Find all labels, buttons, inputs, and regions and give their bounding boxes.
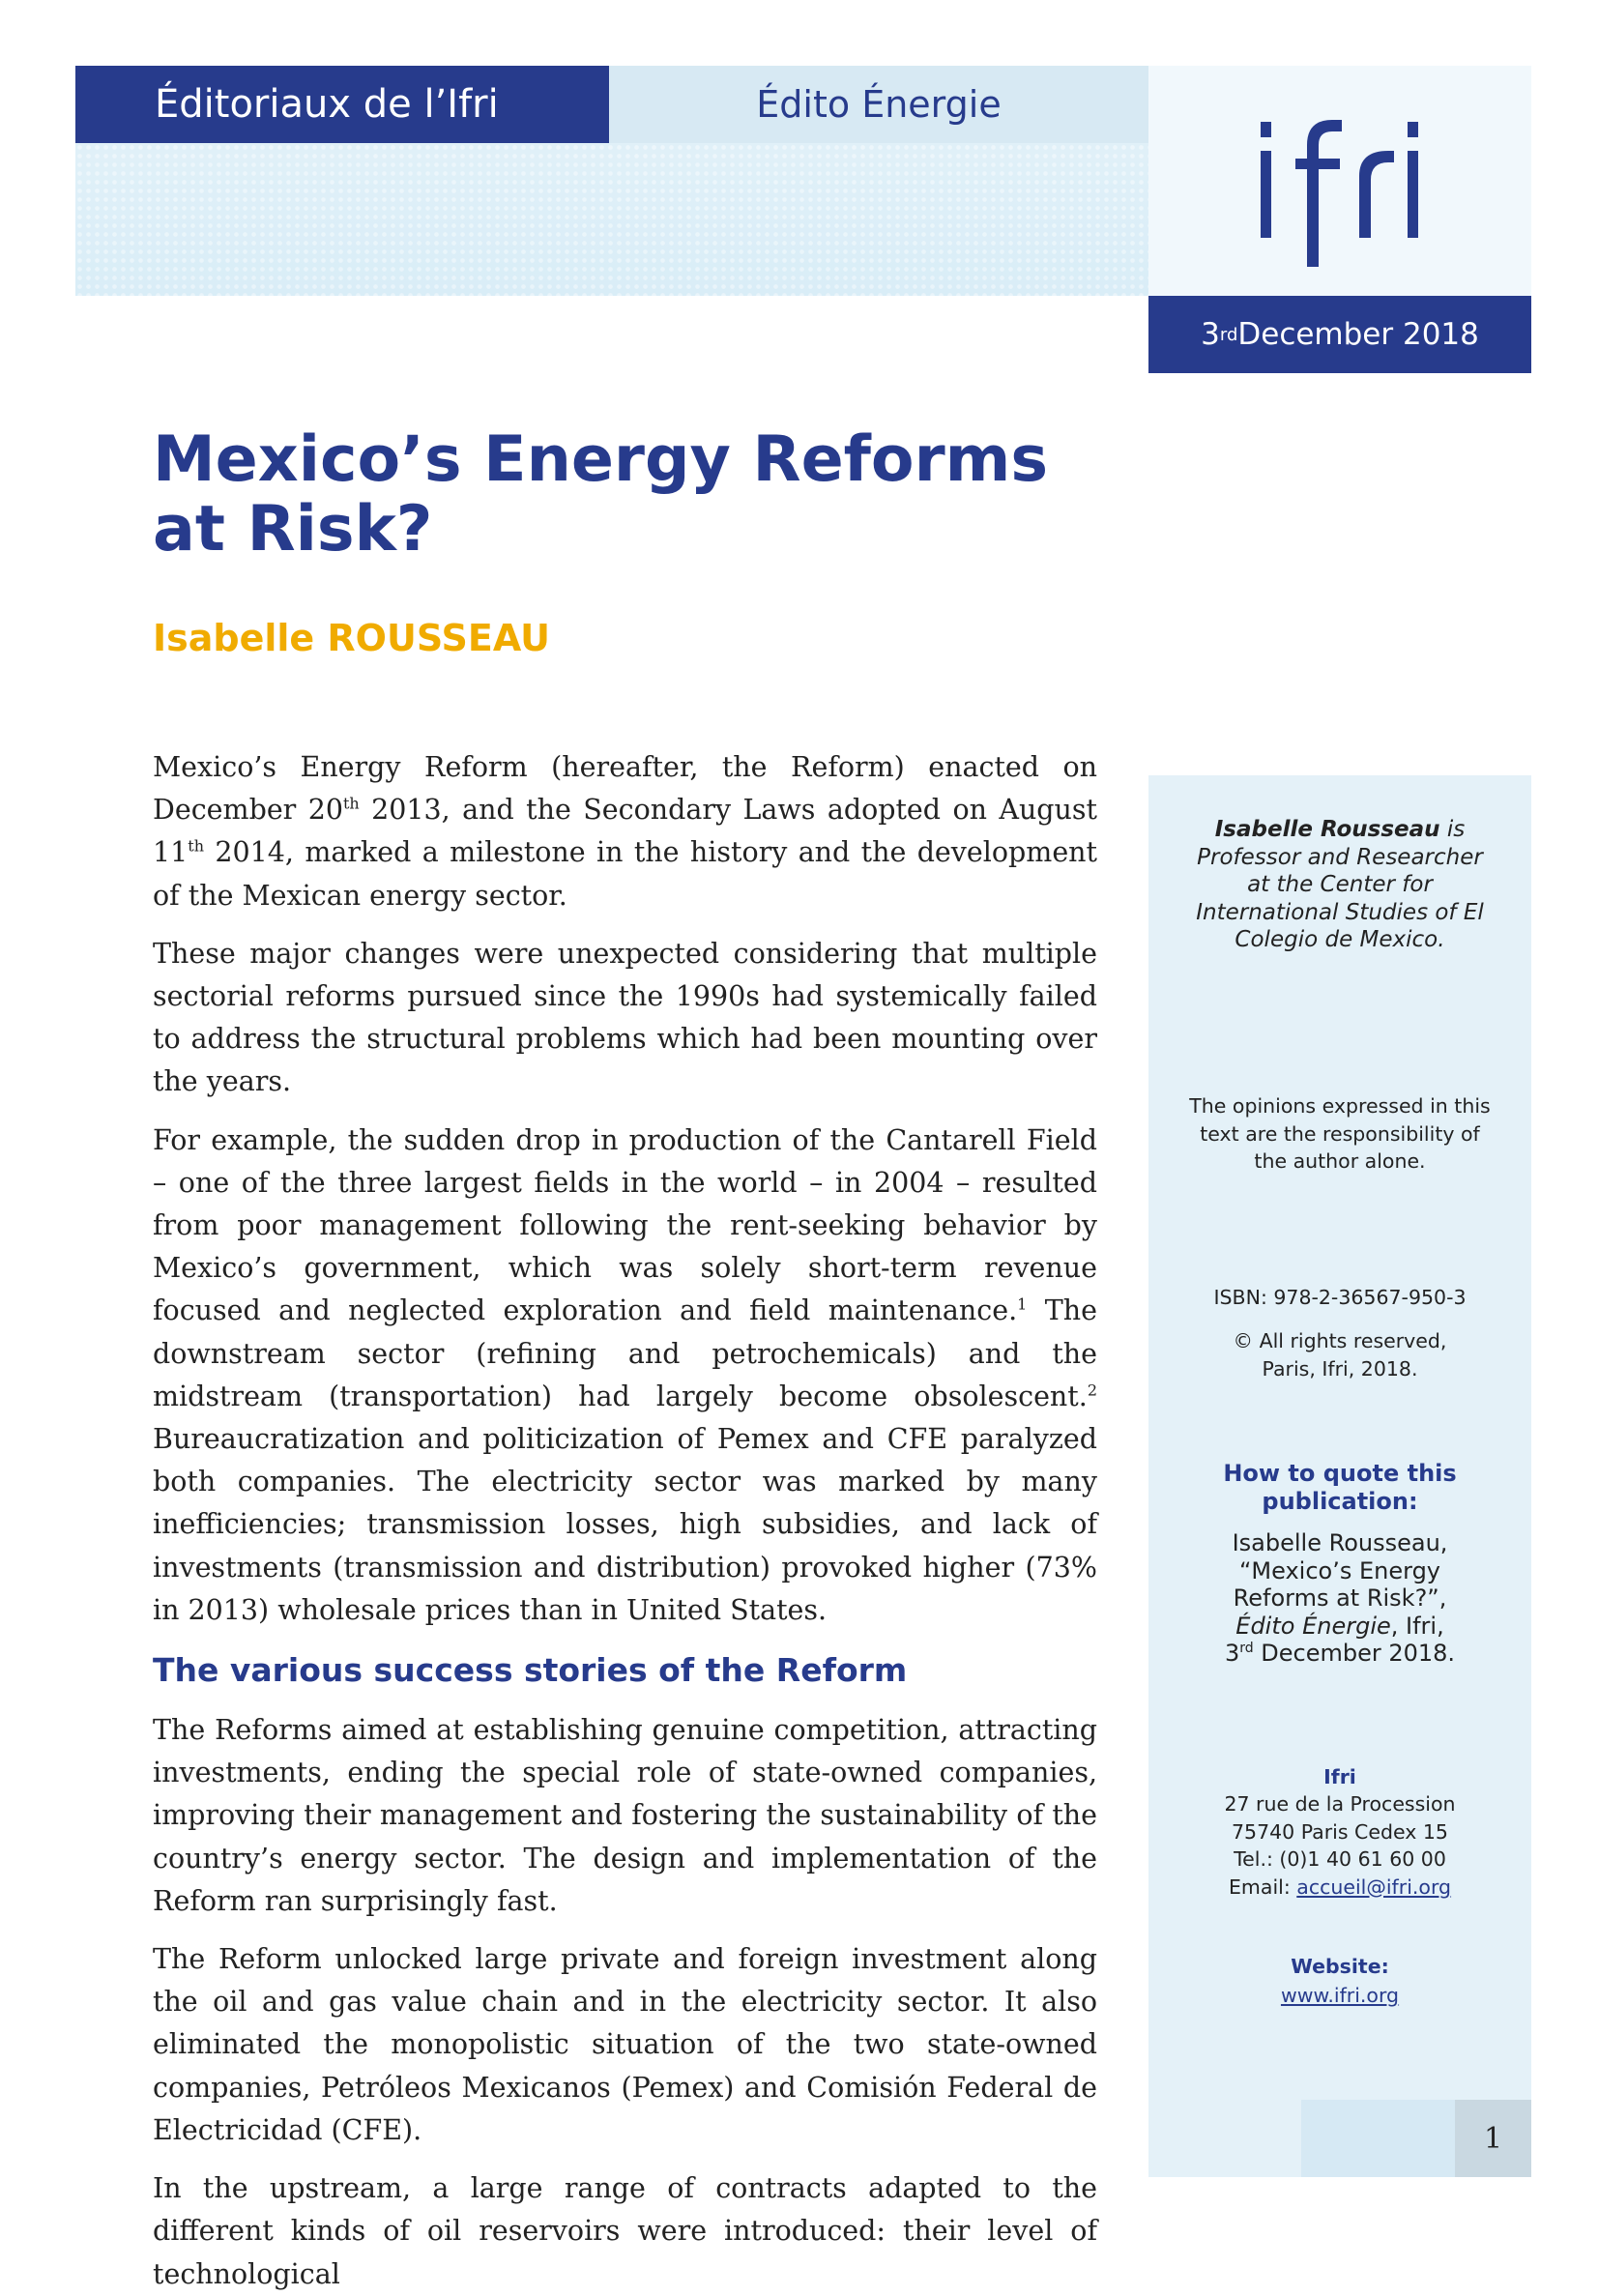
author-bio: Isabelle Rousseau is Professor and Researcher at the Center for International Studies of El Colegio de Mexico. [1196, 817, 1484, 952]
collection-title: Édito Énergie [609, 66, 1148, 143]
paragraph-1: Mexico’s Energy Reform (hereafter, the Reform) enacted on December 20th 2013, and the Secondary Laws adopted on August 11th 2014, marked a milestone in the history and the development of the Mexican energy sector. [153, 751, 1097, 912]
author-name: Isabelle ROUSSEAU [153, 617, 550, 659]
article-body [153, 746, 1097, 2296]
disclaimer: The opinions expressed in this text are the responsibility of the author alone. [1189, 1094, 1491, 1173]
publication-date: 3 rd December 2018 [1148, 296, 1531, 373]
website-link[interactable]: www.ifri.org [1280, 1984, 1400, 2007]
paragraph-6: In the upstream, a large range of contracts adapted to the different kinds of oil reservoirs were introduced: their level of technological [153, 2172, 1097, 2290]
footnote-ref-1[interactable]: 1 [1017, 1294, 1028, 1314]
paragraph-5: The Reform unlocked large private and foreign investment along the oil and gas value chain and in the electricity sector. It also eliminated the monopolistic situation of the two state-owned companies, Petróleos Mexicanos (Pemex) and Comisión Federal de Electricidad (CFE). [153, 1943, 1097, 2146]
section-heading: The various success stories of the Reform [153, 1651, 908, 1690]
paragraph-4: The Reforms aimed at establishing genuine competition, attracting investments, ending the special role of state-owned companies, improving their management and fostering the sustainability of the country’s energy sector. The design and implementation of the Reform ran surprisingly fast. [153, 1714, 1097, 1917]
email-link[interactable]: accueil@ifri.org [1296, 1875, 1452, 1899]
series-title: Éditoriaux de l’Ifri [75, 66, 609, 143]
page-number: 1 [1455, 2100, 1531, 2177]
copyright: © All rights reserved, Paris, Ifri, 2018. [1233, 1329, 1447, 1381]
article-title: Mexico’s Energy Reforms at Risk? [153, 423, 1049, 566]
ifri-logo-icon [1247, 112, 1431, 276]
paragraph-2: These major changes were unexpected considering that multiple sectorial reforms pursued since the 1990s had systemically failed to address the structural problems which had been mounting over the years. [153, 937, 1097, 1098]
org-name: Ifri [1323, 1765, 1356, 1788]
contact-address: 27 rue de la Procession 75740 Paris Cedex 15 Tel.: (0)1 40 61 60 00 Email: accueil@ifri.org [1224, 1792, 1456, 1899]
sidebar [1148, 775, 1531, 2177]
website-label: Website: [1291, 1955, 1389, 1978]
citation-heading: How to quote this publication: [1223, 1460, 1457, 1515]
page-number-band [1301, 2100, 1455, 2177]
footnote-ref-2[interactable]: 2 [1087, 1381, 1097, 1400]
citation-text: Isabelle Rousseau, “Mexico’s Energy Reforms at Risk?”, Édito Énergie, Ifri, 3rd December 2018. [1224, 1529, 1456, 1667]
world-map-background [75, 143, 1148, 296]
website [1187, 1982, 1493, 2010]
isbn: ISBN: 978-2-36567-950-3 [1213, 1286, 1467, 1309]
paragraph-3: For example, the sudden drop in production of the Cantarell Field – one of the three largest fields in the world – in 2004 – resulted from poor management following the rent-seeking behavior by Mexico’s government, which was solely short-term revenue focused and neglected exploration and field maintenance.$^1$ The downstream sector (refining and petrochemicals) and the midstream (transportation) had largely become obsolescent.$^2$ Bureaucratization and politicization of Pemex and CFE paralyzed both companies. The electricity sector was marked by many inefficiencies; transmission losses, high subsidies, and lack of investments (transmission and distribution) provoked higher (73% in 2013) wholesale prices than in United States. [153, 1123, 1097, 1626]
